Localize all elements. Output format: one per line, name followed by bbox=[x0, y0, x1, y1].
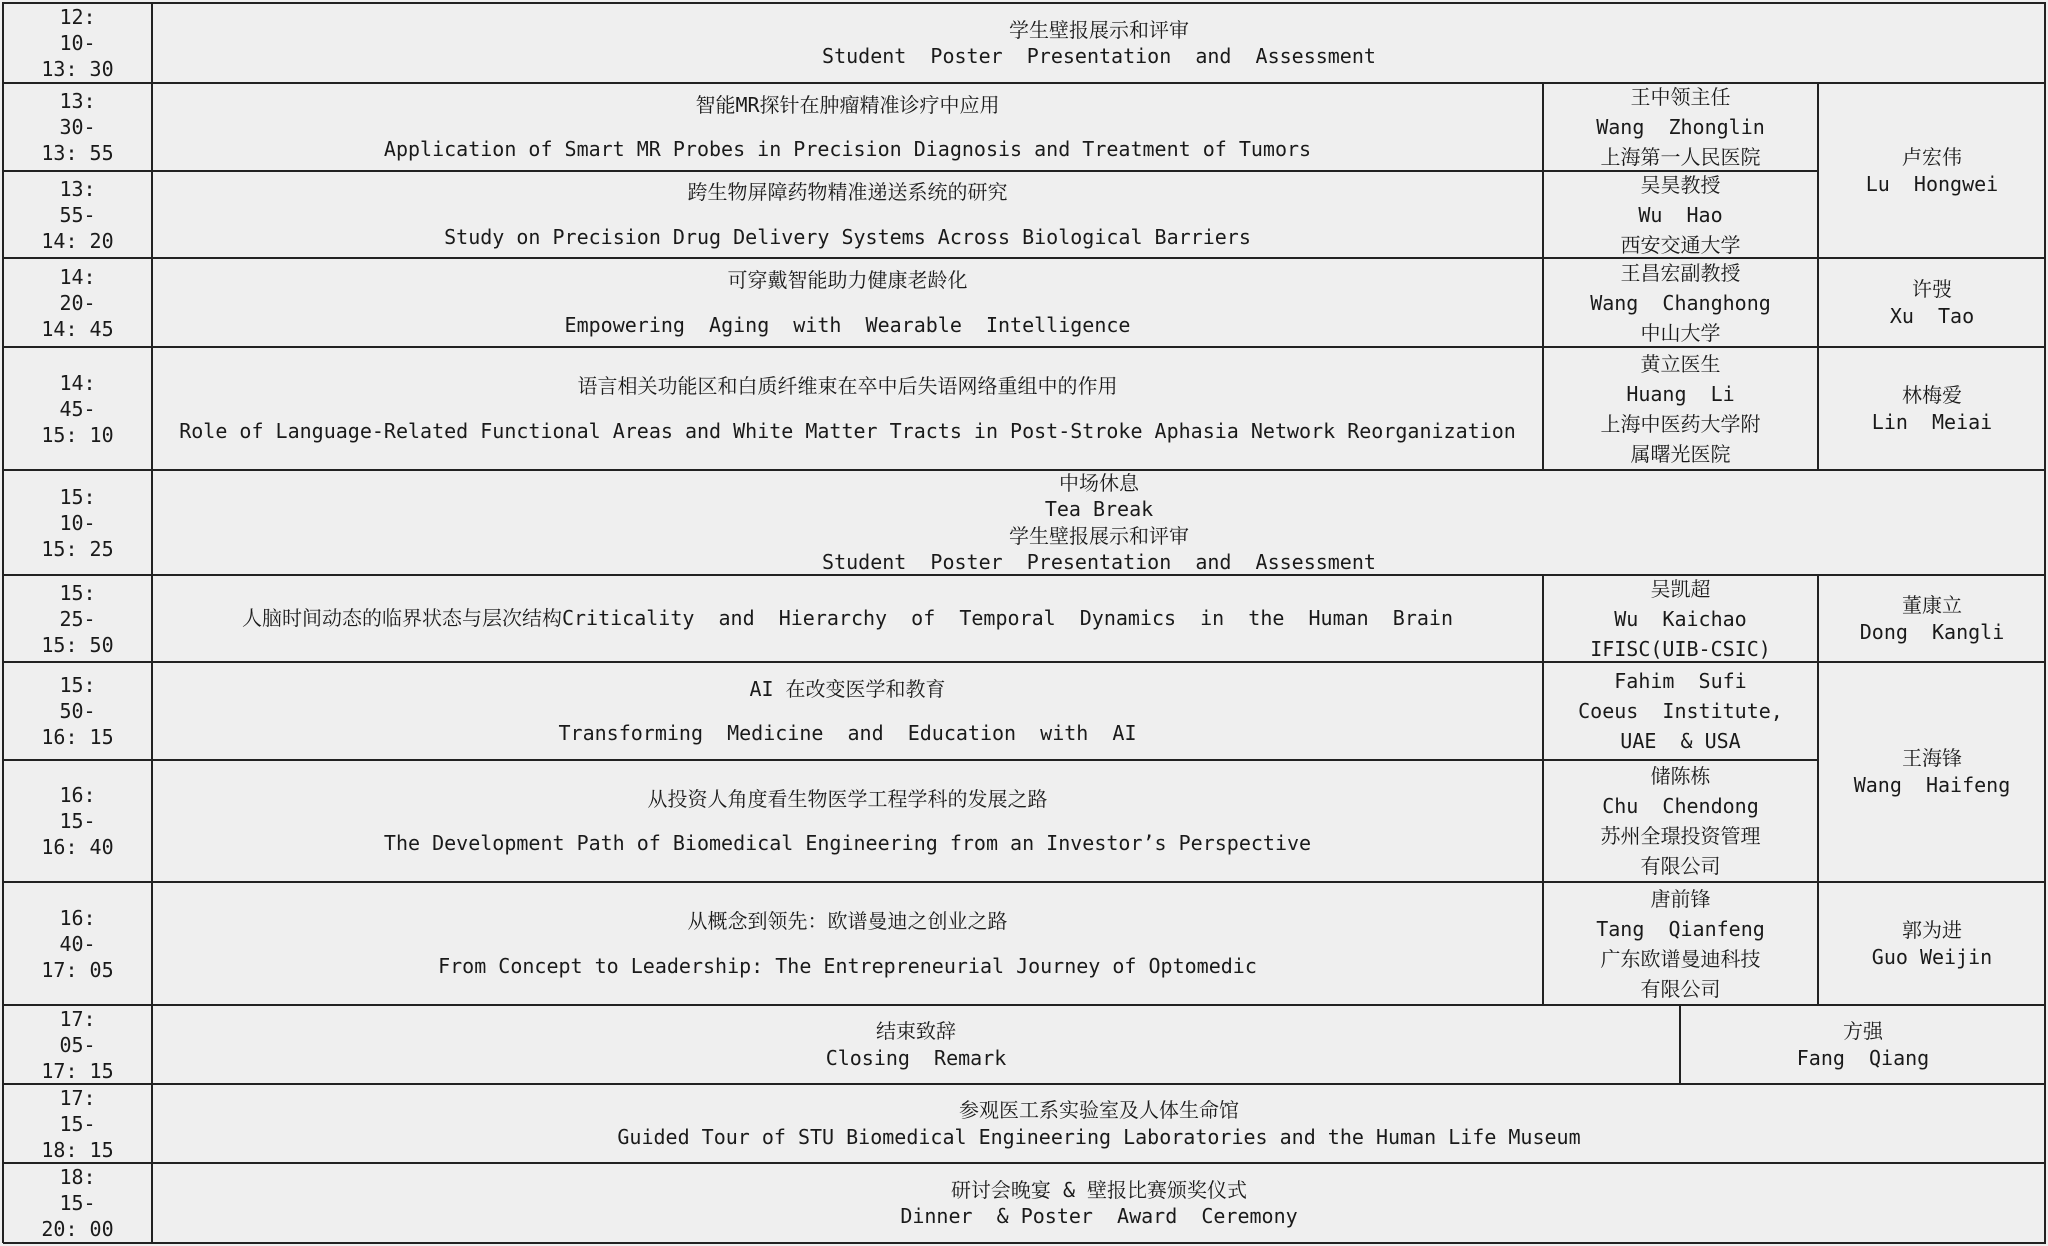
session-topic-line: Transforming Medicine and Education with AI bbox=[558, 721, 1137, 745]
session-topic-line: Empowering Aging with Wearable Intelligence bbox=[564, 312, 1131, 337]
session-topic-line: Student Poster Presentation and Assessment bbox=[822, 44, 1376, 68]
speaker-info-line: Tang Qianfeng bbox=[1596, 916, 1765, 941]
grid-vline bbox=[1817, 171, 1819, 258]
session-topic-line: 智能MR探针在肿瘤精准诊疗中应用 bbox=[695, 92, 1000, 117]
speaker-info-line: 王昌宏副教授 bbox=[1620, 260, 1741, 285]
grid-hline bbox=[1818, 661, 2046, 663]
speaker-info-line: Chu Chendong bbox=[1602, 794, 1759, 818]
speaker-info bbox=[1543, 347, 1818, 470]
grid-vline bbox=[2044, 2, 2046, 1243]
session-chair bbox=[1818, 347, 2046, 470]
speaker-info-line: Wang Changhong bbox=[1590, 290, 1771, 315]
session-chair-line: 郭为进 bbox=[1902, 917, 1962, 942]
speaker-info-line: 有限公司 bbox=[1640, 854, 1721, 878]
session-topic-line: Application of Smart MR Probes in Precision Diagnosis and Treatment of Tumors bbox=[383, 137, 1312, 161]
grid-hline bbox=[1818, 1004, 2046, 1006]
session-chair bbox=[1818, 83, 2046, 258]
speaker-info bbox=[1543, 882, 1818, 1005]
time-slot-line: 05- bbox=[59, 1032, 96, 1057]
grid-hline bbox=[1818, 574, 2046, 576]
grid-hline bbox=[1818, 469, 2046, 471]
grid-vline bbox=[1817, 83, 1819, 171]
grid-vline bbox=[1542, 575, 1544, 662]
session-chair-line: Lu Hongwei bbox=[1865, 171, 1999, 196]
time-slot bbox=[3, 171, 152, 258]
time-slot-line: 13: 30 bbox=[41, 57, 114, 81]
time-slot-line: 12: bbox=[59, 5, 96, 29]
grid-hline bbox=[1818, 1242, 2046, 1244]
session-chair bbox=[1818, 575, 2046, 662]
session-chair-line: 卢宏伟 bbox=[1902, 144, 1962, 169]
session-chair-line: Xu Tao bbox=[1889, 303, 1975, 328]
time-slot-line: 15: bbox=[59, 673, 96, 697]
speaker-info-line: IFISC(UIB-CSIC) bbox=[1590, 636, 1771, 661]
grid-vline bbox=[1817, 258, 1819, 347]
time-slot-line: 30- bbox=[59, 115, 96, 139]
grid-hline bbox=[3, 759, 1818, 761]
grid-hline bbox=[3, 346, 1818, 348]
time-slot-line: 10- bbox=[59, 510, 96, 535]
grid-hline bbox=[1818, 1083, 2046, 1085]
speaker-info-line: 储陈栋 bbox=[1650, 764, 1711, 788]
time-slot-line: 17: 05 bbox=[41, 957, 114, 982]
time-slot bbox=[3, 83, 152, 171]
speaker-info-line: Fahim Sufi bbox=[1614, 669, 1747, 693]
session-topic-line: Dinner & Poster Award Ceremony bbox=[900, 1204, 1298, 1228]
time-slot-line: 15- bbox=[59, 1111, 96, 1136]
time-slot-line: 40- bbox=[59, 931, 96, 956]
grid-vline bbox=[1542, 662, 1544, 760]
time-slot-line: 17: bbox=[59, 1006, 96, 1031]
session-topic-line: The Development Path of Biomedical Engineering from an Investor’s Perspective bbox=[383, 831, 1312, 855]
time-slot bbox=[3, 1163, 152, 1243]
speaker-info-line: 中山大学 bbox=[1640, 320, 1721, 345]
time-slot-line: 20- bbox=[59, 290, 96, 315]
grid-vline bbox=[151, 2, 153, 1243]
time-slot-line: 17: 15 bbox=[41, 1058, 114, 1083]
session-topic-line: 语言相关功能区和白质纤维束在卒中后失语网络重组中的作用 bbox=[577, 374, 1118, 399]
speaker-info bbox=[1543, 760, 1818, 882]
speaker-info-line: Huang Li bbox=[1626, 381, 1735, 406]
speaker-info-line: Wu Hao bbox=[1638, 202, 1723, 227]
grid-hline bbox=[3, 1083, 1818, 1085]
grid-hline bbox=[3, 1162, 1818, 1164]
time-slot bbox=[3, 470, 152, 575]
session-topic-line: 参观医工系实验室及人体生命馆 bbox=[959, 1098, 1239, 1123]
grid-hline bbox=[3, 170, 1818, 172]
grid-hline bbox=[3, 1242, 1818, 1244]
session-topic-line: 跨生物屏障药物精准递送系统的研究 bbox=[687, 180, 1008, 205]
session-topic-line: Tea Break bbox=[1044, 497, 1154, 522]
time-slot bbox=[3, 575, 152, 662]
grid-vline bbox=[1817, 760, 1819, 882]
session-chair-line: Dong Kangli bbox=[1859, 619, 2005, 644]
time-slot-line: 10- bbox=[59, 31, 96, 55]
time-slot-line: 45- bbox=[59, 396, 96, 421]
speaker-info bbox=[1543, 258, 1818, 347]
speaker-info-line: 西安交通大学 bbox=[1620, 232, 1741, 257]
time-slot bbox=[3, 1005, 152, 1084]
session-chair-line: Wang Haifeng bbox=[1853, 773, 2011, 797]
session-topic-line: 从投资人角度看生物医学工程学科的发展之路 bbox=[647, 786, 1048, 811]
session-topic-line: 学生壁报展示和评审 bbox=[1009, 523, 1189, 548]
session-chair-line: 许弢 bbox=[1912, 276, 1952, 301]
speaker-info bbox=[1543, 83, 1818, 171]
grid-hline bbox=[1818, 257, 2046, 259]
session-chair-line: Lin Meiai bbox=[1871, 409, 1993, 434]
grid-hline bbox=[3, 661, 1818, 663]
grid-vline bbox=[1542, 882, 1544, 1005]
grid-vline bbox=[2, 2, 4, 1243]
time-slot-line: 13: bbox=[59, 176, 96, 201]
session-topic bbox=[152, 347, 1543, 470]
time-slot-line: 14: bbox=[59, 370, 96, 395]
time-slot bbox=[3, 3, 152, 83]
session-topic-line: 中场休息 bbox=[1059, 470, 1139, 495]
speaker-info bbox=[1543, 662, 1818, 760]
session-topic-line: Guided Tour of STU Biomedical Engineering Laboratories and the Human Life Museum bbox=[617, 1124, 1581, 1149]
speaker-info bbox=[1543, 171, 1818, 258]
time-slot-line: 16: bbox=[59, 905, 96, 930]
session-topic bbox=[152, 470, 2046, 575]
grid-hline bbox=[3, 2, 2046, 4]
grid-vline bbox=[1542, 760, 1544, 882]
speaker-info-line: 王中领主任 bbox=[1630, 85, 1731, 109]
time-slot bbox=[3, 882, 152, 1005]
speaker-info-line: Wu Kaichao bbox=[1614, 606, 1747, 631]
speaker-info-line: 吴昊教授 bbox=[1640, 172, 1721, 197]
session-topic bbox=[152, 1084, 2046, 1163]
grid-hline bbox=[3, 1004, 1818, 1006]
speaker-info-line: Wang Zhonglin bbox=[1596, 115, 1765, 139]
speaker-info-line: 属曙光医院 bbox=[1630, 441, 1731, 466]
session-topic bbox=[152, 882, 1543, 1005]
grid-vline bbox=[1542, 347, 1544, 470]
time-slot-line: 14: bbox=[59, 264, 96, 289]
closing-chair bbox=[1680, 1005, 2046, 1084]
grid-hline bbox=[3, 574, 1818, 576]
grid-hline bbox=[1818, 1162, 2046, 1164]
speaker-info-line: 苏州全璟投资管理 bbox=[1600, 824, 1761, 848]
session-topic bbox=[152, 575, 1543, 662]
speaker-info-line: 黄立医生 bbox=[1640, 351, 1721, 376]
grid-vline bbox=[1679, 1005, 1681, 1084]
session-chair bbox=[1818, 882, 2046, 1005]
grid-vline bbox=[1817, 882, 1819, 1005]
speaker-info-line: 上海中医药大学附 bbox=[1600, 411, 1761, 436]
closing-chair-line: Fang Qiang bbox=[1796, 1045, 1930, 1070]
time-slot-line: 14: 45 bbox=[41, 316, 114, 341]
time-slot-line: 18: 15 bbox=[41, 1137, 114, 1162]
speaker-info-line: Coeus Institute, bbox=[1578, 699, 1783, 723]
session-topic-line: Closing Remark bbox=[825, 1045, 1007, 1070]
session-topic-line: Role of Language-Related Functional Areas and White Matter Tracts in Post-Stroke Aphasia Network Reorganization bbox=[179, 418, 1516, 443]
session-topic-line: 人脑时间动态的临界状态与层次结构Criticality and Hierarchy of Temporal Dynamics in the Human Brain bbox=[241, 606, 1454, 631]
session-topic bbox=[152, 171, 1543, 258]
session-chair bbox=[1818, 258, 2046, 347]
grid-vline bbox=[1817, 347, 1819, 470]
session-topic bbox=[152, 1163, 2046, 1243]
grid-hline bbox=[1818, 881, 2046, 883]
grid-hline bbox=[1818, 346, 2046, 348]
time-slot bbox=[3, 1084, 152, 1163]
time-slot-line: 15: 25 bbox=[41, 536, 114, 561]
session-topic-line: From Concept to Leadership: The Entrepreneurial Journey of Optomedic bbox=[438, 953, 1257, 978]
speaker-info bbox=[1543, 575, 1818, 662]
time-slot-line: 16: bbox=[59, 783, 96, 807]
grid-hline bbox=[3, 469, 1818, 471]
time-slot-line: 25- bbox=[59, 606, 96, 631]
time-slot bbox=[3, 760, 152, 882]
session-topic bbox=[152, 662, 1543, 760]
time-slot-line: 55- bbox=[59, 202, 96, 227]
session-chair-line: 林梅爱 bbox=[1902, 382, 1962, 407]
time-slot-line: 16: 15 bbox=[41, 725, 114, 749]
speaker-info-line: 有限公司 bbox=[1640, 976, 1721, 1001]
session-topic bbox=[152, 3, 2046, 83]
time-slot-line: 15: 50 bbox=[41, 632, 114, 657]
session-topic-line: AI 在改变医学和教育 bbox=[749, 676, 946, 701]
closing-chair-line: 方强 bbox=[1843, 1018, 1883, 1043]
time-slot-line: 15- bbox=[59, 809, 96, 833]
speaker-info-line: UAE & USA bbox=[1620, 729, 1741, 753]
time-slot-line: 14: 20 bbox=[41, 228, 114, 253]
time-slot bbox=[3, 347, 152, 470]
time-slot-line: 15: bbox=[59, 580, 96, 605]
speaker-info-line: 上海第一人民医院 bbox=[1600, 145, 1761, 169]
grid-hline bbox=[1818, 82, 2046, 84]
time-slot-line: 15: bbox=[59, 484, 96, 509]
session-topic-line: 从概念到领先：欧谱曼迪之创业之路 bbox=[687, 909, 1008, 934]
speaker-info-line: 广东欧谱曼迪科技 bbox=[1600, 946, 1761, 971]
time-slot-line: 15: 10 bbox=[41, 422, 114, 447]
session-topic-line: 学生壁报展示和评审 bbox=[1009, 17, 1189, 42]
grid-hline bbox=[3, 881, 1818, 883]
grid-hline bbox=[3, 82, 1818, 84]
session-topic bbox=[152, 1005, 1680, 1084]
grid-vline bbox=[1817, 662, 1819, 760]
time-slot-line: 20: 00 bbox=[41, 1217, 114, 1241]
session-topic-line: Study on Precision Drug Delivery Systems Across Biological Barriers bbox=[444, 224, 1251, 249]
time-slot bbox=[3, 258, 152, 347]
session-topic bbox=[152, 258, 1543, 347]
grid-vline bbox=[1542, 258, 1544, 347]
session-chair-line: Guo Weijin bbox=[1871, 944, 1993, 969]
session-topic-line: 研讨会晚宴 & 壁报比赛颁奖仪式 bbox=[950, 1177, 1248, 1202]
time-slot-line: 50- bbox=[59, 699, 96, 723]
time-slot-line: 16: 40 bbox=[41, 835, 114, 859]
session-chair bbox=[1818, 662, 2046, 882]
session-topic-line: 可穿戴智能助力健康老龄化 bbox=[727, 268, 968, 293]
time-slot-line: 13: bbox=[59, 89, 96, 113]
session-topic bbox=[152, 83, 1543, 171]
session-topic-line: Student Poster Presentation and Assessment bbox=[822, 549, 1376, 574]
time-slot-line: 18: bbox=[59, 1165, 96, 1189]
time-slot-line: 13: 55 bbox=[41, 141, 114, 165]
time-slot bbox=[3, 662, 152, 760]
grid-vline bbox=[1542, 171, 1544, 258]
session-topic bbox=[152, 760, 1543, 882]
grid-vline bbox=[1542, 83, 1544, 171]
speaker-info-line: 唐前锋 bbox=[1650, 886, 1711, 911]
time-slot-line: 15- bbox=[59, 1191, 96, 1215]
session-topic-line: 结束致辞 bbox=[876, 1019, 956, 1044]
session-chair-line: 王海锋 bbox=[1902, 746, 1962, 770]
speaker-info-line: 吴凯超 bbox=[1650, 576, 1711, 601]
grid-hline bbox=[3, 257, 1818, 259]
grid-vline bbox=[1817, 575, 1819, 662]
time-slot-line: 17: bbox=[59, 1085, 96, 1110]
session-chair-line: 董康立 bbox=[1902, 592, 1962, 617]
